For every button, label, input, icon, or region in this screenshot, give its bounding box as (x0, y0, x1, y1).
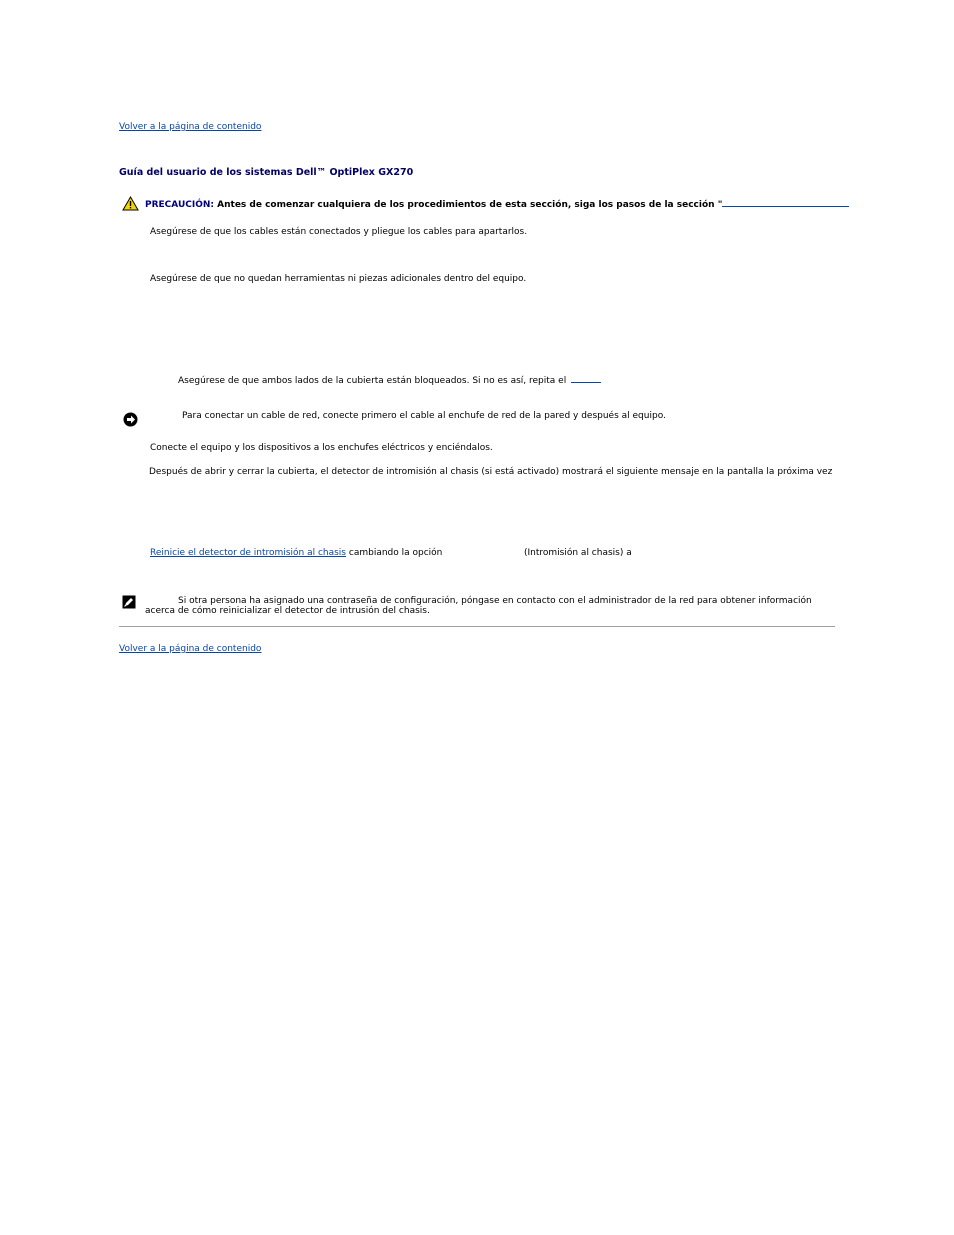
reset-instruction (150, 548, 442, 558)
caution-label: PRECAUCIÓN: (145, 200, 215, 210)
note-line-1: Si otra persona ha asignado una contraseña de configuración, póngase en contacto con el administrador de la red para obtener información (178, 596, 812, 606)
step-cover-locked-text: Asegúrese de que ambos lados de la cubierta están bloqueados. Si no es así, repita el (178, 376, 567, 386)
note-line-2: acerca de cómo reinicializar el detector de intrusión del chasis. (145, 606, 430, 616)
notice-circle-arrow-icon (123, 412, 138, 427)
reset-intrusion-detector-link[interactable]: Reinicie el detector de intromisión al chasis (150, 548, 347, 558)
step-cover-locked (178, 373, 601, 386)
reset-text-a: cambiando la opción (346, 548, 443, 558)
caution-text: Antes de comenzar cualquiera de los procedimientos de esta sección, siga los pasos de la sección " (214, 200, 723, 210)
reset-text-b: (Intromisión al chasis) a (524, 548, 632, 558)
repeat-procedure-link[interactable] (571, 373, 601, 383)
divider (119, 626, 835, 627)
notice-text: Para conectar un cable de red, conecte primero el cable al enchufe de red de la pared y después al equipo. (182, 411, 666, 421)
step-cables: Asegúrese de que los cables están conectados y pliegue los cables para apartarlos. (150, 227, 528, 237)
back-to-contents-link-bottom[interactable]: Volver a la página de contenido (119, 644, 262, 654)
step-connect-power: Conecte el equipo y los dispositivos a los enchufes eléctricos y enciéndalos. (150, 443, 493, 453)
warning-triangle-icon (122, 196, 139, 211)
step-intrusion-message: Después de abrir y cerrar la cubierta, el detector de intromisión al chasis (si está activado) mostrará el siguiente mensaje en la pantalla la próxima vez (149, 467, 833, 477)
caution-message (145, 197, 849, 210)
note-pencil-icon (122, 595, 136, 609)
guide-title: Guía del usuario de los sistemas Dell™ OptiPlex GX270 (119, 167, 414, 178)
step-tools: Asegúrese de que no quedan herramientas ni piezas adicionales dentro del equipo. (150, 274, 527, 284)
back-to-contents-link-top[interactable]: Volver a la página de contenido (119, 122, 262, 132)
caution-section-link[interactable] (722, 197, 849, 207)
